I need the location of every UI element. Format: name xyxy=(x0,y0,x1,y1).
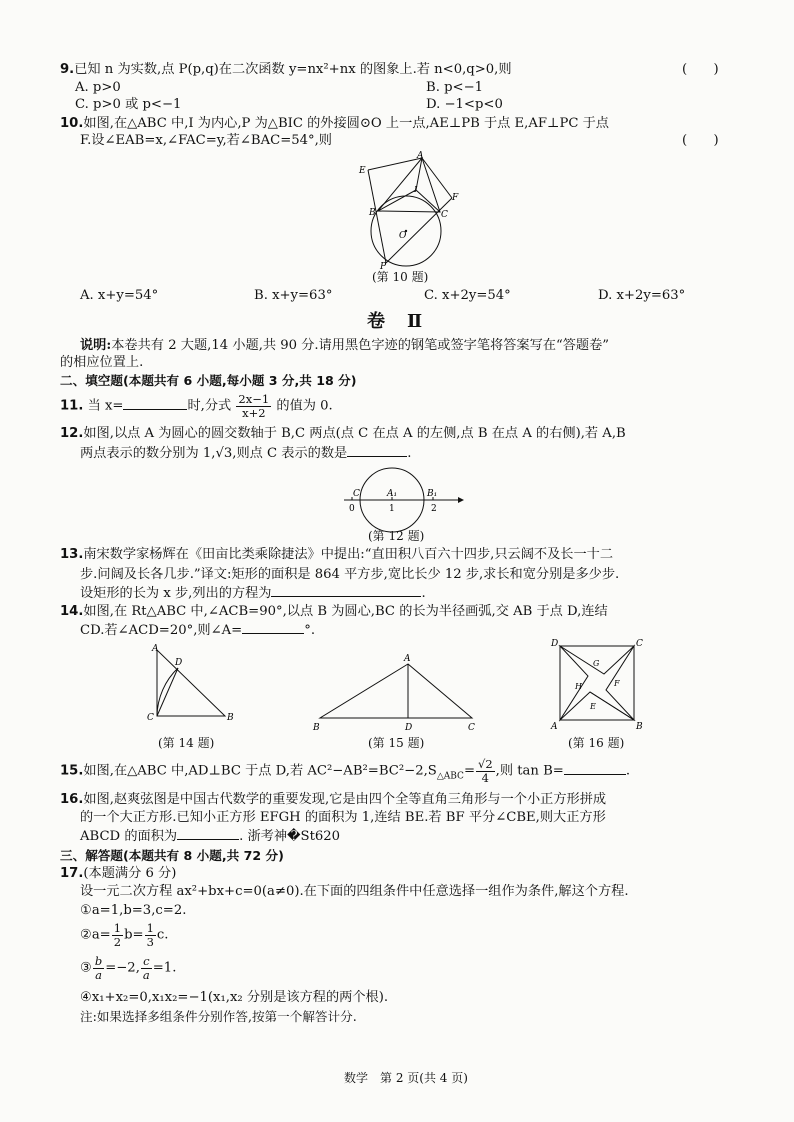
q17-opt3-end: =1. xyxy=(152,960,177,976)
q17-option-4: ④x₁+x₂=0,x₁x₂=−1(x₁,x₂ 分别是该方程的两个根). xyxy=(80,990,389,1005)
q12-tick-2: 2 xyxy=(431,504,437,514)
q10-paren: ( ) xyxy=(682,133,719,148)
q13-line3 xyxy=(80,586,426,603)
q16-text1: 如图,赵爽弦图是中国古代数学的重要发现,它是由四个全等直角三角形与一个小正方形拼成 xyxy=(83,792,607,807)
q12-line1 xyxy=(60,426,626,443)
q11-pre: 当 x= xyxy=(87,398,124,414)
q10-option-c: C. x+2y=54° xyxy=(424,288,511,303)
q14-line2 xyxy=(80,623,315,640)
q12-caption: (第 12 题) xyxy=(368,529,425,543)
q9-stem xyxy=(60,62,512,79)
q14-number: 14. xyxy=(60,604,84,619)
q17-note: 注:如果选择多组条件分别作答,按第一个解答计分. xyxy=(80,1009,357,1024)
q15-label-a: A xyxy=(404,654,411,664)
q10-option-a: A. x+y=54° xyxy=(80,288,159,303)
q16-label-b: B xyxy=(636,722,643,732)
q16-line3 xyxy=(80,829,340,846)
q15-fraction-den: 4 xyxy=(481,770,489,785)
q14-label-b: B xyxy=(227,713,234,723)
q10-label-f: F xyxy=(452,193,459,203)
q12-label-c: C xyxy=(353,489,360,499)
q10-label-e: E xyxy=(359,166,366,176)
q14-label-a: A xyxy=(152,644,159,654)
q11-answer-blank[interactable] xyxy=(123,409,187,410)
section2-note-line1 xyxy=(80,338,609,355)
q14-line1 xyxy=(60,604,608,621)
q16-label-f: F xyxy=(614,679,620,688)
q17-opt3-frac2-num: c xyxy=(143,954,150,968)
q17-option-3 xyxy=(80,955,176,981)
q13-end: . xyxy=(421,586,426,601)
q16-figure xyxy=(548,636,648,732)
q12-number: 12. xyxy=(60,426,84,441)
q11-fraction-num: 2x−1 xyxy=(238,392,270,406)
q17-opt2-end: c. xyxy=(156,927,169,943)
q9-option-a: A. p>0 xyxy=(75,80,121,95)
q14-text1: 如图,在 Rt△ABC 中,∠ACB=90°,以点 B 为圆心,BC 的长为半径画弧,交 AB 于点 D,连结 xyxy=(83,604,608,619)
section2-note-text1: 本卷共有 2 大题,14 小题,共 90 分.请用黑色字迹的钢笔或签字笔将答案写在“答题卷” xyxy=(111,338,610,353)
q12-label-b: B₁ xyxy=(427,489,438,499)
q12-text1: 如图,以点 A 为圆心的圆交数轴于 B,C 两点(点 C 在点 A 的左侧,点 B 在点 A 的右侧),若 A,B xyxy=(83,426,626,441)
q15-label-d: D xyxy=(405,723,413,733)
q12-line2 xyxy=(80,446,411,463)
q15-fraction-num: √2 xyxy=(478,757,493,771)
q11-number: 11. xyxy=(60,398,84,414)
q9-option-b: B. p<−1 xyxy=(426,80,484,95)
q10-label-p: P xyxy=(380,262,387,270)
q10-label-c: C xyxy=(441,210,448,220)
q17-option-2 xyxy=(80,922,168,948)
q15-post: ,则 tan B= xyxy=(495,763,564,779)
q11-post: 的值为 0. xyxy=(276,398,333,414)
q17-opt2-third-num: 1 xyxy=(146,921,154,935)
q16-label-h: H xyxy=(575,682,582,691)
q10-caption: (第 10 题) xyxy=(372,270,429,284)
q17-opt3-frac2 xyxy=(141,955,152,981)
q15-fraction xyxy=(476,758,495,784)
q15-figure xyxy=(310,650,480,735)
q17-opt2-half-num: 1 xyxy=(113,921,122,935)
q15-end: . xyxy=(625,763,631,779)
q17-number: 17. xyxy=(60,866,84,881)
q10-label-b: B xyxy=(369,208,376,218)
q14-figure xyxy=(145,642,240,727)
q9-text: 已知 n 为实数,点 P(p,q)在二次函数 y=nx²+nx 的图象上.若 n<0,q>0,则 xyxy=(74,62,512,77)
q10-option-d: D. x+2y=63° xyxy=(598,288,686,303)
q12-tick-0: 0 xyxy=(349,504,355,514)
q14-caption: (第 14 题) xyxy=(158,736,215,750)
q11-fraction xyxy=(236,393,271,419)
q16-line1 xyxy=(60,792,606,809)
q13-number: 13. xyxy=(60,547,84,562)
section2-note-line2: 的相应位置上. xyxy=(60,355,144,370)
page-footer: 数学 第 2 页(共 4 页) xyxy=(344,1071,468,1085)
q17-opt3-frac1-den: a xyxy=(95,967,102,982)
q17-opt3-frac2-den: a xyxy=(142,967,150,982)
q14-text2: CD.若∠ACD=20°,则∠A= xyxy=(80,623,243,638)
q17-score: (本题满分 6 分) xyxy=(83,866,177,881)
q15-label-c: C xyxy=(468,723,475,733)
q14-end: °. xyxy=(304,623,316,638)
q10-line1 xyxy=(60,116,609,133)
q17-option-1: ①a=1,b=3,c=2. xyxy=(80,903,187,918)
q16-answer-blank[interactable] xyxy=(177,839,239,840)
q16-end: . 浙考神�St620 xyxy=(239,829,341,844)
q14-label-c: C xyxy=(147,713,154,723)
q17-opt2-third-den: 3 xyxy=(146,934,154,949)
q16-label-e: E xyxy=(590,702,596,711)
q16-label-g: G xyxy=(593,659,600,668)
part2-title: 二、填空题(本题共有 6 小题,每小题 3 分,共 18 分) xyxy=(60,373,357,388)
q16-caption: (第 16 题) xyxy=(568,736,625,750)
q15-line xyxy=(60,758,630,784)
q17-opt2-mid: b= xyxy=(124,927,144,943)
q11-mid: 时,分式 xyxy=(187,398,232,414)
q17-opt3-frac1 xyxy=(93,955,104,981)
q9-number: 9. xyxy=(60,62,75,77)
q15-eq: = xyxy=(463,763,475,779)
q17-opt3-frac1-num: b xyxy=(94,954,103,968)
q14-answer-blank[interactable] xyxy=(242,633,304,634)
q11-line xyxy=(60,393,333,419)
q16-label-d: D xyxy=(551,639,559,649)
q13-line1 xyxy=(60,547,613,564)
q13-text1: 南宋数学家杨辉在《田亩比类乘除捷法》中提出:“直田积八百六十四步,只云阔不及长一十二 xyxy=(83,547,614,562)
part3-title: 三、解答题(本题共有 8 小题,共 72 分) xyxy=(60,848,284,863)
q10-text1: 如图,在△ABC 中,I 为内心,P 为△BIC 的外接圆⊙O 上一点,AE⊥PB 于点 E,AF⊥PC 于点 xyxy=(83,116,609,131)
q16-line2: 的一个大正方形.已知小正方形 EFGH 的面积为 1,连结 BE.若 BF 平分∠CBE,则大正方形 xyxy=(80,810,606,825)
q10-number: 10. xyxy=(60,116,84,131)
q17-opt2-half xyxy=(112,922,123,948)
q10-label-o: O xyxy=(399,231,407,241)
q17-opt2-half-den: 2 xyxy=(113,934,122,949)
q10-label-i: I xyxy=(414,185,418,194)
q16-label-a: A xyxy=(551,722,558,732)
q12-tick-1: 1 xyxy=(389,504,395,514)
q14-label-d: D xyxy=(175,658,183,668)
q9-option-c: C. p>0 或 p<−1 xyxy=(75,97,182,112)
q11-fraction-den: x+2 xyxy=(242,405,266,420)
q17-opt3-pre: ③ xyxy=(80,960,92,976)
q9-option-d: D. −1<p<0 xyxy=(426,97,503,112)
q15-number: 15. xyxy=(60,763,84,779)
q16-number: 16. xyxy=(60,792,84,807)
q17-opt2-pre: ②a= xyxy=(80,927,111,943)
q17-opt3-mid: =−2, xyxy=(105,960,140,976)
q13-answer-blank[interactable] xyxy=(271,596,421,597)
q10-line2: F.设∠EAB=x,∠FAC=y,若∠BAC=54°,则 xyxy=(80,133,332,148)
q15-subscript: △ABC xyxy=(436,771,464,782)
q9-paren: ( ) xyxy=(682,62,719,77)
q10-figure xyxy=(350,148,470,270)
q15-text: 如图,在△ABC 中,AD⊥BC 于点 D,若 AC²−AB²=BC²−2,S xyxy=(83,763,437,779)
q17-header xyxy=(60,866,176,883)
q15-label-b: B xyxy=(313,723,320,733)
q13-text3: 设矩形的长为 x 步,列出的方程为 xyxy=(80,586,272,601)
q10-option-b: B. x+y=63° xyxy=(254,288,333,303)
q12-end: . xyxy=(407,446,412,461)
q10-label-a: A xyxy=(417,151,424,161)
q13-line2: 步.问阔及长各几步.”译文:矩形的面积是 864 平方步,宽比长少 12 步,求长和宽分别是多少步. xyxy=(80,567,620,582)
q15-answer-blank[interactable] xyxy=(564,774,626,775)
q12-answer-blank[interactable] xyxy=(347,456,407,457)
q12-text2: 两点表示的数分别为 1,√3,则点 C 表示的数是 xyxy=(80,446,348,461)
q17-stem: 设一元二次方程 ax²+bx+c=0(a≠0).在下面的四组条件中任意选择一组作为条件,解这个方程. xyxy=(80,884,629,899)
q16-label-c: C xyxy=(636,639,643,649)
q12-label-a: A₁ xyxy=(387,489,398,499)
q16-text3: ABCD 的面积为 xyxy=(80,829,178,844)
section2-note-label: 说明: xyxy=(80,338,112,353)
q17-opt2-third xyxy=(145,922,156,948)
q15-caption: (第 15 题) xyxy=(368,736,425,750)
section2-title: 卷 Ⅱ xyxy=(367,311,425,332)
